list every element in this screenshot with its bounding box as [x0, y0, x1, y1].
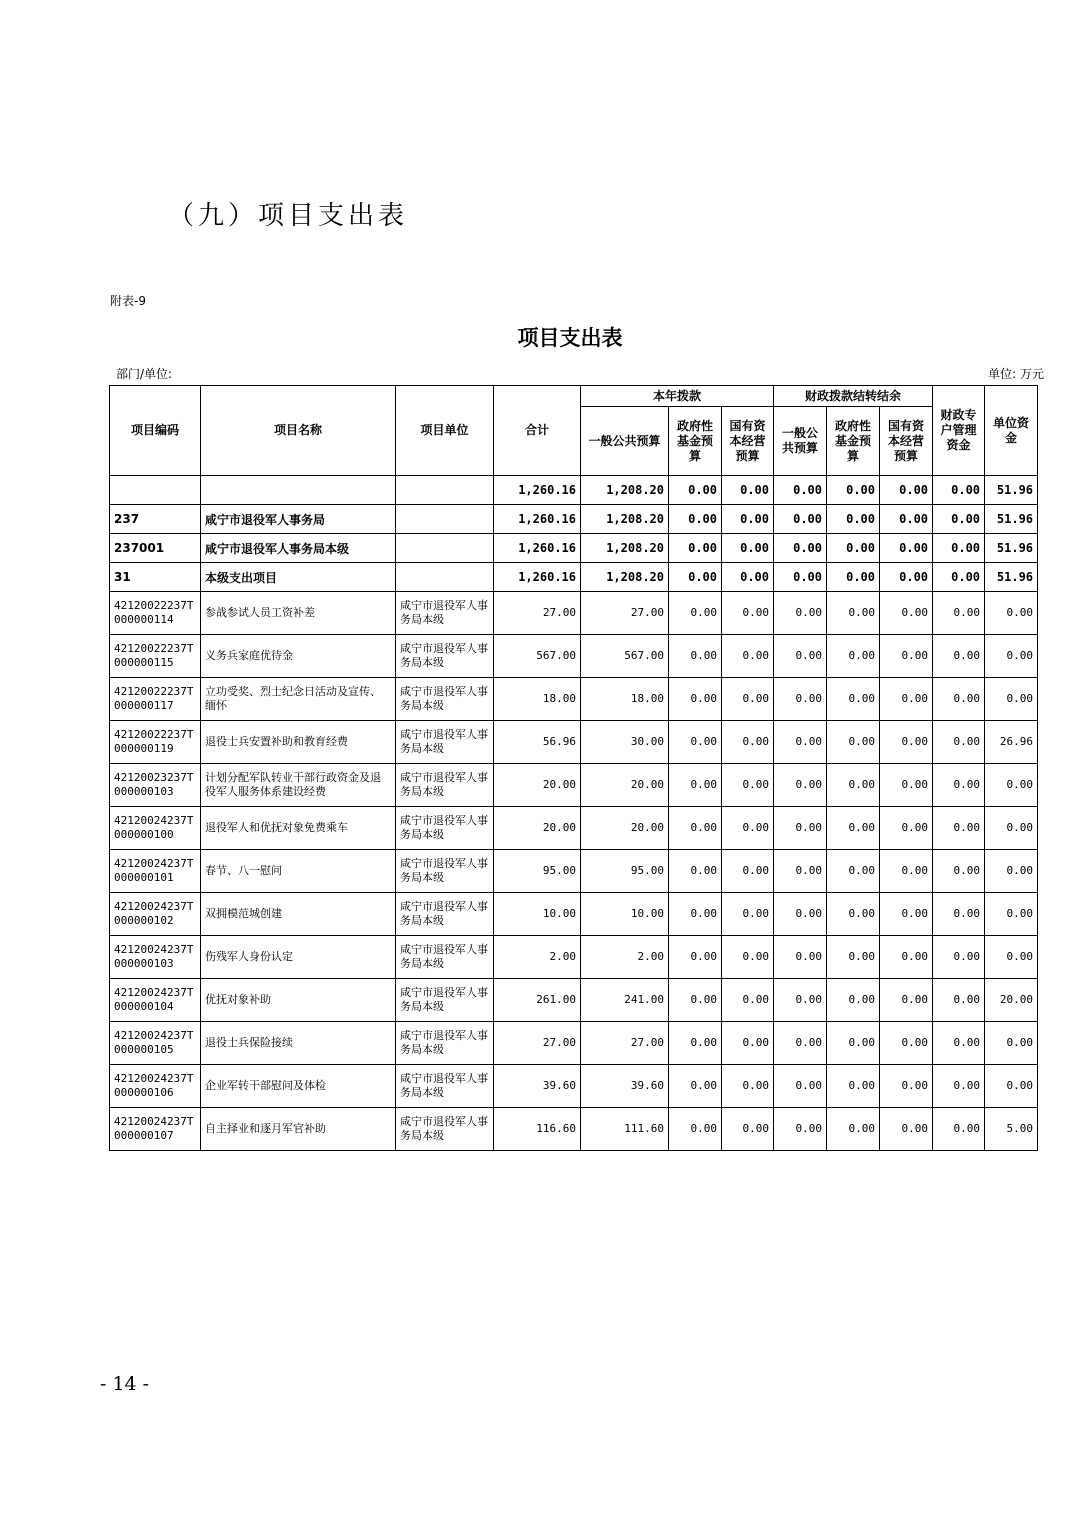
row-name: 退役军人和优抚对象免费乘车: [201, 807, 396, 850]
row-name: [201, 476, 396, 505]
cell-carryover-state-capital: 0.00: [880, 807, 933, 850]
cell-gov-fund: 0.00: [669, 721, 722, 764]
table-row: [110, 1108, 1038, 1151]
cell-general-budget: 20.00: [581, 807, 669, 850]
header-general-budget: 一般公共预算: [581, 407, 669, 476]
cell-unit-funds: 0.00: [985, 1065, 1038, 1108]
cell-special-account: 0.00: [933, 505, 985, 534]
cell-carryover-state-capital: 0.00: [880, 592, 933, 635]
header-unit-funds: 单位资金: [985, 386, 1038, 476]
cell-unit-funds: 0.00: [985, 764, 1038, 807]
row-name: 退役士兵保险接续: [201, 1022, 396, 1065]
project-expenditure-table: [109, 385, 1038, 1151]
row-unit: [396, 505, 494, 534]
cell-unit-funds: 51.96: [985, 563, 1038, 592]
cell-carryover-general: 0.00: [774, 807, 827, 850]
header-carryover: 财政拨款结转结余: [774, 386, 933, 407]
row-name: 咸宁市退役军人事务局本级: [201, 534, 396, 563]
cell-state-capital: 0.00: [722, 1022, 774, 1065]
cell-gov-fund: 0.00: [669, 1065, 722, 1108]
table-row: [110, 1065, 1038, 1108]
header-name: 项目名称: [201, 386, 396, 476]
header-unit: 项目单位: [396, 386, 494, 476]
cell-general-budget: 95.00: [581, 850, 669, 893]
cell-carryover-gov-fund: 0.00: [827, 505, 880, 534]
row-unit: 咸宁市退役军人事务局本级: [396, 721, 494, 764]
department-label: 部门/单位:: [116, 367, 173, 381]
cell-state-capital: 0.00: [722, 635, 774, 678]
cell-carryover-state-capital: 0.00: [880, 1065, 933, 1108]
cell-total: 261.00: [494, 979, 581, 1022]
cell-special-account: 0.00: [933, 1108, 985, 1151]
cell-state-capital: 0.00: [722, 534, 774, 563]
cell-unit-funds: 0.00: [985, 1022, 1038, 1065]
row-code: 237001: [110, 534, 201, 563]
cell-gov-fund: 0.00: [669, 979, 722, 1022]
cell-special-account: 0.00: [933, 563, 985, 592]
cell-carryover-gov-fund: 0.00: [827, 850, 880, 893]
cell-carryover-general: 0.00: [774, 1108, 827, 1151]
cell-gov-fund: 0.00: [669, 476, 722, 505]
cell-total: 2.00: [494, 936, 581, 979]
cell-special-account: 0.00: [933, 1065, 985, 1108]
cell-gov-fund: 0.00: [669, 893, 722, 936]
table-row: [110, 1022, 1038, 1065]
row-code: 42120024237T000000107: [110, 1108, 201, 1151]
cell-total: 39.60: [494, 1065, 581, 1108]
cell-special-account: 0.00: [933, 979, 985, 1022]
cell-special-account: 0.00: [933, 635, 985, 678]
table-row: [110, 893, 1038, 936]
cell-gov-fund: 0.00: [669, 764, 722, 807]
cell-special-account: 0.00: [933, 850, 985, 893]
cell-unit-funds: 20.00: [985, 979, 1038, 1022]
cell-carryover-state-capital: 0.00: [880, 936, 933, 979]
row-code: 42120022237T000000119: [110, 721, 201, 764]
cell-carryover-general: 0.00: [774, 721, 827, 764]
row-unit: 咸宁市退役军人事务局本级: [396, 678, 494, 721]
cell-total: 10.00: [494, 893, 581, 936]
cell-general-budget: 2.00: [581, 936, 669, 979]
cell-carryover-state-capital: 0.00: [880, 534, 933, 563]
cell-state-capital: 0.00: [722, 979, 774, 1022]
cell-carryover-gov-fund: 0.00: [827, 1022, 880, 1065]
cell-total: 18.00: [494, 678, 581, 721]
row-unit: 咸宁市退役军人事务局本级: [396, 592, 494, 635]
cell-general-budget: 27.00: [581, 592, 669, 635]
row-name: 春节、八一慰问: [201, 850, 396, 893]
cell-carryover-state-capital: 0.00: [880, 850, 933, 893]
header-carryover-gov-fund: 政府性基金预算: [827, 407, 880, 476]
cell-carryover-general: 0.00: [774, 764, 827, 807]
row-unit: 咸宁市退役军人事务局本级: [396, 1065, 494, 1108]
cell-total: 20.00: [494, 764, 581, 807]
cell-total: 27.00: [494, 592, 581, 635]
row-code: 42120024237T000000104: [110, 979, 201, 1022]
cell-carryover-general: 0.00: [774, 563, 827, 592]
cell-state-capital: 0.00: [722, 1065, 774, 1108]
header-special-account: 财政专户管理资金: [933, 386, 985, 476]
cell-special-account: 0.00: [933, 936, 985, 979]
cell-general-budget: 1,208.20: [581, 476, 669, 505]
cell-gov-fund: 0.00: [669, 807, 722, 850]
row-name: 伤残军人身份认定: [201, 936, 396, 979]
cell-carryover-state-capital: 0.00: [880, 678, 933, 721]
row-unit: 咸宁市退役军人事务局本级: [396, 979, 494, 1022]
cell-general-budget: 27.00: [581, 1022, 669, 1065]
cell-total: 27.00: [494, 1022, 581, 1065]
row-code: [110, 476, 201, 505]
header-current-year: 本年拨款: [581, 386, 774, 407]
cell-special-account: 0.00: [933, 807, 985, 850]
cell-general-budget: 567.00: [581, 635, 669, 678]
cell-unit-funds: 0.00: [985, 807, 1038, 850]
cell-carryover-general: 0.00: [774, 979, 827, 1022]
row-code: 237: [110, 505, 201, 534]
cell-carryover-state-capital: 0.00: [880, 721, 933, 764]
cell-general-budget: 241.00: [581, 979, 669, 1022]
cell-carryover-general: 0.00: [774, 936, 827, 979]
header-total: 合计: [494, 386, 581, 476]
cell-carryover-state-capital: 0.00: [880, 635, 933, 678]
cell-carryover-state-capital: 0.00: [880, 1022, 933, 1065]
row-code: 42120024237T000000105: [110, 1022, 201, 1065]
cell-general-budget: 39.60: [581, 1065, 669, 1108]
cell-state-capital: 0.00: [722, 592, 774, 635]
cell-carryover-state-capital: 0.00: [880, 1108, 933, 1151]
cell-carryover-general: 0.00: [774, 592, 827, 635]
cell-special-account: 0.00: [933, 476, 985, 505]
cell-carryover-general: 0.00: [774, 1065, 827, 1108]
row-code: 42120024237T000000100: [110, 807, 201, 850]
row-code: 42120022237T000000115: [110, 635, 201, 678]
row-name: 本级支出项目: [201, 563, 396, 592]
cell-unit-funds: 0.00: [985, 850, 1038, 893]
row-name: 计划分配军队转业干部行政资金及退役军人服务体系建设经费: [201, 764, 396, 807]
cell-special-account: 0.00: [933, 764, 985, 807]
cell-gov-fund: 0.00: [669, 505, 722, 534]
cell-total: 1,260.16: [494, 505, 581, 534]
table-row: [110, 635, 1038, 678]
cell-carryover-gov-fund: 0.00: [827, 979, 880, 1022]
row-code: 42120022237T000000117: [110, 678, 201, 721]
cell-carryover-gov-fund: 0.00: [827, 635, 880, 678]
header-gov-fund: 政府性基金预算: [669, 407, 722, 476]
cell-special-account: 0.00: [933, 893, 985, 936]
table-row: [110, 807, 1038, 850]
cell-general-budget: 18.00: [581, 678, 669, 721]
cell-general-budget: 10.00: [581, 893, 669, 936]
cell-state-capital: 0.00: [722, 893, 774, 936]
cell-unit-funds: 0.00: [985, 893, 1038, 936]
cell-total: 116.60: [494, 1108, 581, 1151]
cell-carryover-general: 0.00: [774, 893, 827, 936]
cell-special-account: 0.00: [933, 592, 985, 635]
cell-state-capital: 0.00: [722, 850, 774, 893]
cell-general-budget: 1,208.20: [581, 505, 669, 534]
cell-carryover-gov-fund: 0.00: [827, 1108, 880, 1151]
table-row: [110, 764, 1038, 807]
cell-unit-funds: 0.00: [985, 635, 1038, 678]
cell-unit-funds: 51.96: [985, 534, 1038, 563]
row-unit: 咸宁市退役军人事务局本级: [396, 1108, 494, 1151]
header-state-capital: 国有资本经营预算: [722, 407, 774, 476]
row-code: 31: [110, 563, 201, 592]
row-name: 自主择业和逐月军官补助: [201, 1108, 396, 1151]
cell-general-budget: 1,208.20: [581, 563, 669, 592]
table-row: [110, 850, 1038, 893]
cell-special-account: 0.00: [933, 534, 985, 563]
row-unit: 咸宁市退役军人事务局本级: [396, 893, 494, 936]
row-unit: 咸宁市退役军人事务局本级: [396, 807, 494, 850]
cell-gov-fund: 0.00: [669, 563, 722, 592]
cell-carryover-gov-fund: 0.00: [827, 476, 880, 505]
cell-gov-fund: 0.00: [669, 678, 722, 721]
row-code: 42120024237T000000101: [110, 850, 201, 893]
table-title: 项目支出表: [517, 326, 623, 350]
row-code: 42120022237T000000114: [110, 592, 201, 635]
page-number: - 14 -: [100, 1373, 150, 1395]
cell-total: 1,260.16: [494, 563, 581, 592]
cell-carryover-general: 0.00: [774, 476, 827, 505]
header-carryover-state-capital: 国有资本经营预算: [880, 407, 933, 476]
table-row: [110, 936, 1038, 979]
cell-state-capital: 0.00: [722, 476, 774, 505]
row-name: 咸宁市退役军人事务局: [201, 505, 396, 534]
cell-general-budget: 1,208.20: [581, 534, 669, 563]
cell-carryover-gov-fund: 0.00: [827, 764, 880, 807]
cell-carryover-state-capital: 0.00: [880, 764, 933, 807]
table-row: [110, 721, 1038, 764]
row-code: 42120024237T000000102: [110, 893, 201, 936]
cell-unit-funds: 26.96: [985, 721, 1038, 764]
row-name: 企业军转干部慰问及体检: [201, 1065, 396, 1108]
cell-gov-fund: 0.00: [669, 1022, 722, 1065]
cell-total: 567.00: [494, 635, 581, 678]
cell-carryover-general: 0.00: [774, 505, 827, 534]
row-unit: 咸宁市退役军人事务局本级: [396, 635, 494, 678]
cell-gov-fund: 0.00: [669, 635, 722, 678]
attachment-label: 附表-9: [110, 294, 146, 308]
cell-general-budget: 20.00: [581, 764, 669, 807]
cell-general-budget: 111.60: [581, 1108, 669, 1151]
row-unit: [396, 476, 494, 505]
cell-gov-fund: 0.00: [669, 936, 722, 979]
cell-total: 95.00: [494, 850, 581, 893]
row-unit: 咸宁市退役军人事务局本级: [396, 936, 494, 979]
cell-carryover-state-capital: 0.00: [880, 563, 933, 592]
cell-total: 1,260.16: [494, 534, 581, 563]
cell-carryover-gov-fund: 0.00: [827, 893, 880, 936]
cell-state-capital: 0.00: [722, 764, 774, 807]
row-unit: 咸宁市退役军人事务局本级: [396, 850, 494, 893]
cell-carryover-gov-fund: 0.00: [827, 592, 880, 635]
cell-state-capital: 0.00: [722, 505, 774, 534]
cell-carryover-general: 0.00: [774, 635, 827, 678]
cell-gov-fund: 0.00: [669, 850, 722, 893]
cell-gov-fund: 0.00: [669, 1108, 722, 1151]
cell-special-account: 0.00: [933, 1022, 985, 1065]
row-unit: [396, 534, 494, 563]
cell-total: 1,260.16: [494, 476, 581, 505]
cell-carryover-general: 0.00: [774, 534, 827, 563]
cell-carryover-gov-fund: 0.00: [827, 534, 880, 563]
table-row: [110, 534, 1038, 563]
cell-gov-fund: 0.00: [669, 592, 722, 635]
cell-unit-funds: 0.00: [985, 592, 1038, 635]
row-name: 参战参试人员工资补差: [201, 592, 396, 635]
cell-state-capital: 0.00: [722, 678, 774, 721]
cell-state-capital: 0.00: [722, 936, 774, 979]
table-row: [110, 476, 1038, 505]
unit-label: 单位: 万元: [988, 367, 1044, 381]
cell-carryover-state-capital: 0.00: [880, 505, 933, 534]
cell-carryover-gov-fund: 0.00: [827, 807, 880, 850]
cell-carryover-general: 0.00: [774, 1022, 827, 1065]
cell-state-capital: 0.00: [722, 807, 774, 850]
cell-state-capital: 0.00: [722, 563, 774, 592]
row-name: 义务兵家庭优待金: [201, 635, 396, 678]
cell-special-account: 0.00: [933, 678, 985, 721]
row-code: 42120024237T000000106: [110, 1065, 201, 1108]
table-row: [110, 678, 1038, 721]
row-code: 42120023237T000000103: [110, 764, 201, 807]
table-row: [110, 592, 1038, 635]
row-name: 立功受奖、烈士纪念日活动及宣传、缅怀: [201, 678, 396, 721]
section-title: （九）项目支出表: [168, 201, 409, 231]
cell-total: 20.00: [494, 807, 581, 850]
cell-special-account: 0.00: [933, 721, 985, 764]
cell-carryover-gov-fund: 0.00: [827, 1065, 880, 1108]
row-unit: [396, 563, 494, 592]
cell-state-capital: 0.00: [722, 1108, 774, 1151]
cell-carryover-gov-fund: 0.00: [827, 721, 880, 764]
row-name: 双拥模范城创建: [201, 893, 396, 936]
cell-carryover-state-capital: 0.00: [880, 476, 933, 505]
cell-total: 56.96: [494, 721, 581, 764]
cell-carryover-general: 0.00: [774, 850, 827, 893]
header-code: 项目编码: [110, 386, 201, 476]
cell-carryover-state-capital: 0.00: [880, 979, 933, 1022]
cell-unit-funds: 5.00: [985, 1108, 1038, 1151]
cell-carryover-gov-fund: 0.00: [827, 563, 880, 592]
table-row: [110, 505, 1038, 534]
cell-unit-funds: 0.00: [985, 936, 1038, 979]
row-name: 退役士兵安置补助和教育经费: [201, 721, 396, 764]
cell-gov-fund: 0.00: [669, 534, 722, 563]
cell-carryover-state-capital: 0.00: [880, 893, 933, 936]
cell-carryover-general: 0.00: [774, 678, 827, 721]
table-row: [110, 979, 1038, 1022]
row-code: 42120024237T000000103: [110, 936, 201, 979]
cell-unit-funds: 0.00: [985, 678, 1038, 721]
cell-state-capital: 0.00: [722, 721, 774, 764]
header-carryover-general: 一般公共预算: [774, 407, 827, 476]
cell-carryover-gov-fund: 0.00: [827, 678, 880, 721]
cell-carryover-gov-fund: 0.00: [827, 936, 880, 979]
cell-unit-funds: 51.96: [985, 505, 1038, 534]
cell-unit-funds: 51.96: [985, 476, 1038, 505]
row-name: 优抚对象补助: [201, 979, 396, 1022]
row-unit: 咸宁市退役军人事务局本级: [396, 1022, 494, 1065]
table-row: [110, 563, 1038, 592]
cell-general-budget: 30.00: [581, 721, 669, 764]
project-rows: [110, 592, 1038, 1151]
row-unit: 咸宁市退役军人事务局本级: [396, 764, 494, 807]
